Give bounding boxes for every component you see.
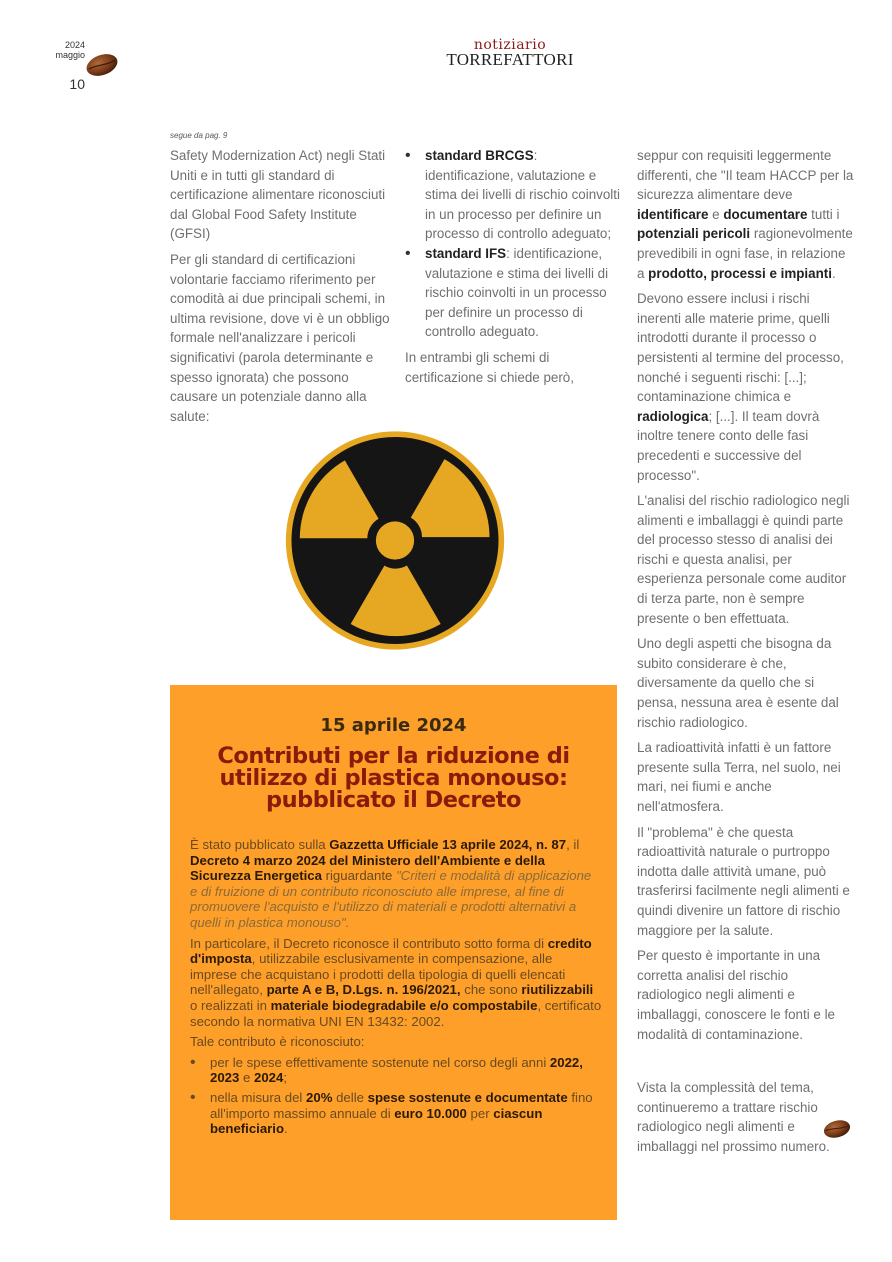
paragraph xyxy=(637,146,855,283)
paragraph xyxy=(190,936,602,1030)
text-run: nella misura del xyxy=(210,1089,307,1105)
emphasis: 2024 xyxy=(254,1070,284,1086)
coffee-bean-icon xyxy=(822,1118,852,1140)
news-date: 15 aprile 2024 xyxy=(320,715,467,736)
emphasis: riutilizzabili xyxy=(521,982,594,998)
news-box xyxy=(170,685,617,1220)
list-item-text: : identificazione, valutazione e stima dei livelli di rischio coinvolti in un processo per definire un processo di controllo adeguato; xyxy=(425,148,620,242)
list-item xyxy=(190,1055,602,1086)
text-run: . xyxy=(284,1121,288,1137)
coffee-bean-icon xyxy=(84,52,120,78)
text-run: , il xyxy=(566,837,580,852)
continued-from-label: segue da pag. 9 xyxy=(170,131,228,140)
text-run: tutti i xyxy=(807,206,840,222)
emphasis: euro 10.000 xyxy=(394,1105,467,1121)
list-item xyxy=(405,244,620,342)
paragraph: Tale contributo è riconosciuto: xyxy=(190,1034,365,1050)
text-run: per xyxy=(466,1105,494,1121)
text-run: ; xyxy=(283,1070,288,1086)
page-number: 10 xyxy=(69,76,85,92)
article-column-3 xyxy=(637,146,855,1163)
paragraph: L'analisi del rischio radiologico negli alimenti e imballaggi è quindi parte del processo stesso di analisi dei rischi e questa analisi, per esperienza personale come auditor di terza parte, non è sempre presente o ben effettuata. xyxy=(637,493,850,626)
text-run: . xyxy=(831,265,836,281)
text-run: riguardante xyxy=(321,868,396,884)
list-item xyxy=(405,146,620,244)
emphasis: credito d'imposta xyxy=(190,935,592,967)
emphasis: potenziali pericoli xyxy=(637,226,751,242)
text-run: , utilizzabile esclusivamente in compensazione, alle imprese che acquistano i prodotti della tipologia di quelli elencati nell'allegato, xyxy=(190,951,566,998)
closing-paragraph: Vista la complessità del tema, continueremo a trattare rischio radiologico negli alimenti e imballaggi nel prossimo numero. xyxy=(637,1080,830,1154)
standards-list xyxy=(405,146,620,342)
text-run: o realizzati in xyxy=(190,997,271,1013)
emphasis: Decreto 4 marzo 2024 del Ministero dell'Ambiente e della Sicurezza Energetica xyxy=(190,852,545,884)
publication-logo xyxy=(420,38,600,68)
paragraph: Safety Modernization Act) negli Stati Uniti e in tutti gli standard di certificazione alimentare riconosciuti dal Global Food Safety Institute (GFSI) xyxy=(170,148,386,242)
paragraph xyxy=(190,837,602,931)
list-item-text: : identificazione, valutazione e stima dei livelli di rischio coinvolti in un processo per definire un processo di controllo adeguato. xyxy=(425,245,609,340)
emphasis: 2022, 2023 xyxy=(210,1054,583,1086)
quote: "Criteri e modalità di applicazione e di fruizione di un contributo riconosciuto alle imprese, al fine di promuovere l'acquisto e l'utilizzo di materiali e prodotti alternativi a quelli in plastica monouso". xyxy=(190,868,592,930)
emphasis: identificare xyxy=(637,206,709,222)
paragraph: La radioattività infatti è un fattore presente sulla Terra, nel suolo, nei mari, nei fiumi e anche nell'atmosfera. xyxy=(637,740,841,814)
list-item-title: standard IFS xyxy=(425,245,507,261)
logo-title: TORREFATTORI xyxy=(446,50,574,69)
text-run: delle xyxy=(332,1089,368,1105)
text-run: , certificato secondo la normativa UNI EN 13432: 2002. xyxy=(190,997,602,1029)
text-run: per le spese effettivamente sostenute nel corso degli anni xyxy=(210,1054,550,1070)
radiation-hazard-icon xyxy=(270,428,520,653)
article-column-2 xyxy=(405,146,620,393)
emphasis: 20% xyxy=(306,1089,333,1105)
paragraph: Il "problema" è che questa radioattività naturale o purtroppo indotta dalle attività umane, può trasferirsi facilmente negli alimenti e quindi divenire un fattore di rischio maggiore per la salute. xyxy=(637,824,850,938)
emphasis: ciascun beneficiario xyxy=(210,1105,543,1137)
article-column-1 xyxy=(170,146,395,432)
text-run: Devono essere inclusi i rischi inerenti alle materie prime, quelli introdotti durante il processo o persistenti al termine del processo, nonché i seguenti rischi: [...]; contaminazione chimica e xyxy=(637,291,844,405)
contribution-list xyxy=(190,1055,602,1137)
news-title: Contributi per la riduzione di utilizzo di plastica monouso: pubblicato il Decreto xyxy=(217,743,570,813)
text-run: In particolare, il Decreto riconosce il contributo sotto forma di xyxy=(190,935,548,951)
text-run: ragionevolmente prevedibili in ogni fase, in relazione a xyxy=(637,226,853,281)
issue-month: maggio xyxy=(55,50,85,60)
text-run: fino all'importo massimo annuale di xyxy=(210,1089,593,1121)
paragraph xyxy=(637,289,855,485)
emphasis: prodotto, processi e impianti xyxy=(648,265,832,281)
text-run: e xyxy=(708,206,724,222)
news-body xyxy=(190,837,602,1141)
paragraph: In entrambi gli schemi di certificazione si chiede però, xyxy=(405,349,574,385)
paragraph: Uno degli aspetti che bisogna da subito considerare è che, diversamente da quello che si pensa, nessuna area è esente dal rischio radiologico. xyxy=(637,636,839,730)
emphasis: radiologica xyxy=(637,408,709,424)
text-run: ; [...]. Il team dovrà inoltre tenere conto delle fasi precedenti e successive del processo". xyxy=(637,408,820,483)
text-run: e xyxy=(239,1070,255,1086)
emphasis: materiale biodegradabile e/o compostabile xyxy=(270,997,538,1013)
paragraph: Per questo è importante in una corretta analisi del rischio radiologico negli alimenti e imballaggi, conoscere le fonti e le modalità di contaminazione. xyxy=(637,948,835,1042)
text-run: È stato pubblicato sulla xyxy=(190,837,330,852)
issue-year: 2024 xyxy=(64,40,85,50)
emphasis: parte A e B, D.Lgs. n. 196/2021, xyxy=(266,982,461,998)
issue-date xyxy=(40,40,85,60)
emphasis: spese sostenute e documentate xyxy=(367,1089,568,1105)
emphasis: documentare xyxy=(723,206,808,222)
logo-subtitle: notiziario xyxy=(473,37,547,53)
text-run: che sono xyxy=(460,982,522,998)
paragraph: Per gli standard di certificazioni volontarie facciamo riferimento per comodità ai due principali schemi, in ultima revisione, dove vi è un obbligo formale nell'analizzare i pericoli significativi (parola determinante e spesso ignorata) che possono causare un potenziale danno alla salute: xyxy=(170,251,390,424)
list-item-title: standard BRCGS xyxy=(425,148,534,163)
emphasis: Gazzetta Ufficiale 13 aprile 2024, n. 87 xyxy=(329,837,567,852)
list-item xyxy=(190,1090,602,1137)
text-run: seppur con requisiti leggermente differenti, che "Il team HACCP per la sicurezza alimentare deve xyxy=(637,148,854,203)
